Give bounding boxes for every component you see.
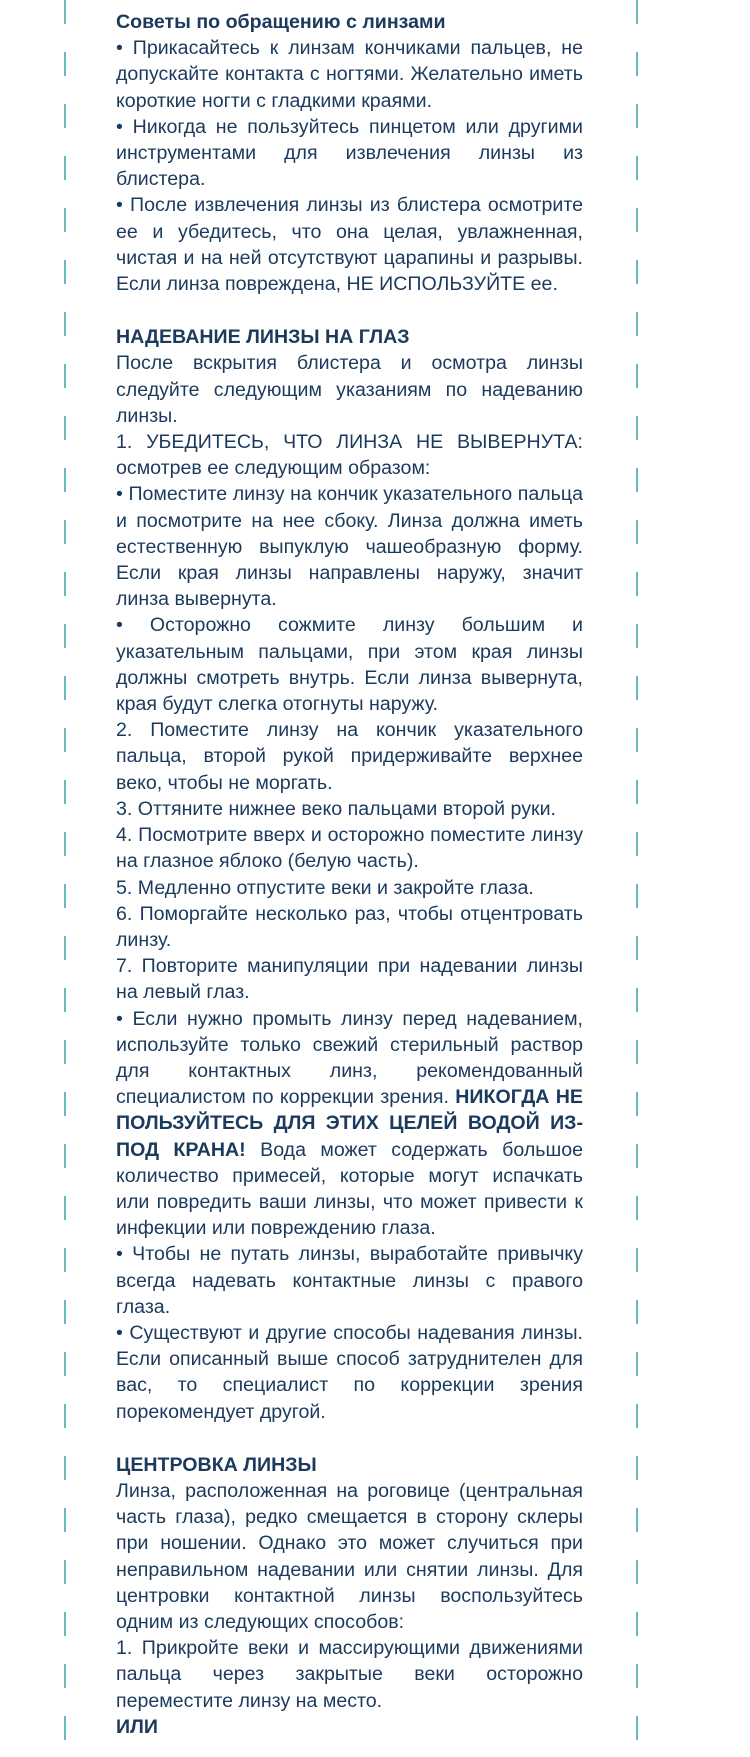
insertion-step: 4. Посмотрите вверх и осторожно поместите линзу на глазное яблоко (белую часть). bbox=[116, 824, 583, 873]
insertion-step: 6. Поморгайте несколько раз, чтобы отцентровать линзу. bbox=[116, 902, 583, 951]
tip-item: • Никогда не пользуйтесь пинцетом или другими инструментами для извлечения линзы из блистера. bbox=[116, 115, 583, 191]
heading-handling-tips: Советы по обращению с линзами bbox=[116, 11, 446, 33]
insertion-tip: • Чтобы не путать линзы, выработайте привычку всегда надевать контактные линзы с правого глаза. bbox=[116, 1243, 583, 1318]
tip-item: • Прикасайтесь к линзам кончиками пальцев, не допускайте контакта с ногтями. Желательно иметь короткие ногти с гладкими краями. bbox=[116, 37, 583, 112]
insertion-step: 1. УБЕДИТЕСЬ, ЧТО ЛИНЗА НЕ ВЫВЕРНУТА: осмотрев ее следующим образом: bbox=[116, 431, 583, 480]
centering-intro: Линза, расположенная на роговице (центральная часть глаза), редко смещается в сторону склеры при ношении. Однако это может случиться при неправильном надевании или снятии линзы. Для центровки контактной линзы воспользуйтесь одним из следующих способов: bbox=[116, 1479, 583, 1633]
rinse-text: • Если нужно промыть линзу перед надеванием, используйте только свежий стерильный раствор для контактных линз, рекомендованный специалистом по коррекции зрения. bbox=[116, 1007, 583, 1109]
cut-line-right bbox=[636, 0, 638, 1757]
instruction-leaflet bbox=[116, 9, 583, 1740]
insertion-step: 3. Оттяните нижнее веко пальцами второй руки. bbox=[116, 797, 556, 820]
heading-lens-centering: ЦЕНТРОВКА ЛИНЗЫ bbox=[116, 1453, 317, 1476]
or-label: ИЛИ bbox=[116, 1715, 158, 1738]
section-spacer bbox=[116, 297, 583, 324]
insertion-step: 7. Повторите манипуляции при надевании линзы на левый глаз. bbox=[116, 955, 583, 1004]
insertion-step: • Осторожно сожмите линзу большим и указательным пальцами, при этом края линзы должны смотреть внутрь. Если линза вывернута, края будут слегка отогнуты наружу. bbox=[116, 614, 583, 716]
insertion-step: 2. Поместите линзу на кончик указательного пальца, второй рукой придерживайте верхнее веко, чтобы не моргать. bbox=[116, 719, 583, 794]
insertion-step: 5. Медленно отпустите веки и закройте глаза. bbox=[116, 876, 534, 899]
insertion-tip: • Существуют и другие способы надевания линзы. Если описанный выше способ затруднителен для вас, то специалист по коррекции зрения порекомендует другой. bbox=[116, 1321, 583, 1423]
section-spacer bbox=[116, 1425, 583, 1452]
centering-step: 1. Прикройте веки и массирующими движениями пальца через закрытые веки осторожно переместите линзу на место. bbox=[116, 1637, 583, 1712]
tip-item: • После извлечения линзы из блистера осмотрите ее и убедитесь, что она целая, увлажненная, чистая и на ней отсутствуют царапины и разрывы. Если линза повреждена, НЕ ИСПОЛЬЗУЙТЕ ее. bbox=[116, 194, 583, 296]
insertion-step: • Поместите линзу на кончик указательного пальца и посмотрите на нее сбоку. Линза должна иметь естественную выпуклую чашеобразную форму. Если края линзы направлены наружу, значит линза вывернута. bbox=[116, 483, 583, 611]
tap-water-warning: НИКОГДА НЕ ПОЛЬЗУЙТЕСЬ ДЛЯ ЭТИХ ЦЕЛЕЙ ВОДОЙ ИЗ-ПОД КРАНА! bbox=[116, 1086, 583, 1161]
insertion-intro: После вскрытия блистера и осмотра линзы следуйте следующим указаниям по надеванию линзы. bbox=[116, 352, 583, 427]
rinse-text-continued: Вода может содержать большое количество примесей, которые могут испачкать или повредить ваши линзы, что может привести к инфекции или повреждению глаза. bbox=[116, 1138, 584, 1240]
heading-lens-insertion: НАДЕВАНИЕ ЛИНЗЫ НА ГЛАЗ bbox=[116, 326, 410, 349]
cut-line-left bbox=[64, 0, 66, 1757]
rinse-paragraph bbox=[116, 1006, 583, 1242]
